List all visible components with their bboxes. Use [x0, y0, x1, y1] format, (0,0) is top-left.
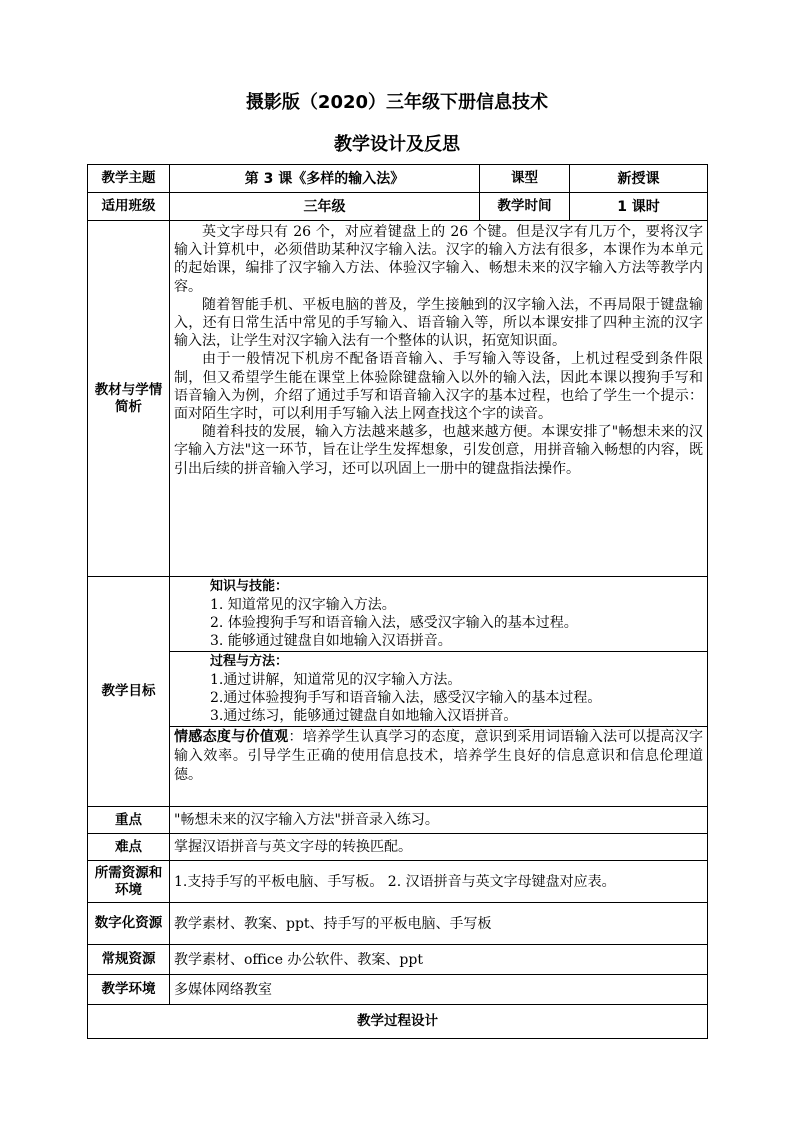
row-regular: [88, 945, 708, 975]
emotion-text: [174, 728, 703, 785]
environment-label: 教学环境: [88, 975, 170, 1005]
environment-value: 多媒体网络教室: [170, 975, 708, 1005]
emotion-block: [170, 726, 707, 786]
type-value: 新授课: [570, 165, 708, 193]
analysis-content: [170, 221, 708, 577]
document-subtitle: 教学设计及反思: [334, 134, 460, 155]
emotion-heading: 情感态度与价值观: [174, 729, 289, 745]
analysis-paragraph: 随着智能手机、平板电脑的普及，学生接触到的汉字输入法，不再局限于键盘输入，还有日常生活中常见的手写输入、语音输入等，所以本课安排了四种主流的汉字输入法，让学生对汉字输入法有一个整体的认识，拓宽知识面。: [174, 296, 703, 350]
knowledge-item: 3. 能够通过键盘自如地输入汉语拼音。: [210, 633, 452, 649]
time-value: 1 课时: [570, 193, 708, 221]
row-analysis: [88, 221, 708, 577]
analysis-paragraph: 英文字母只有 26 个，对应着键盘上的 26 个键。但是汉字有几万个，要将汉字输入计算机中，必须借助某种汉字输入法。汉字的输入方法有很多，本课作为本单元的起始课，编排了汉字输入方法、体验汉字输入、畅想未来的汉字输入方法等教学内容。: [174, 224, 703, 295]
row-objectives: [88, 577, 708, 807]
analysis-label: 教材与学情简析: [88, 221, 170, 577]
digital-label: 数字化资源: [88, 903, 170, 945]
type-label: 课型: [480, 165, 570, 193]
class-value: 三年级: [170, 193, 480, 221]
regular-label: 常规资源: [88, 945, 170, 975]
objectives-content: [170, 577, 708, 807]
row-class: [88, 193, 708, 221]
class-label: 适用班级: [88, 193, 170, 221]
time-label: 教学时间: [480, 193, 570, 221]
emotion-body: ：培养学生认真学习的态度，意识到采用词语输入法可以提高汉字输入效率。引导学生正确的使用信息技术，培养学生良好的信息意识和信息伦理道德。: [174, 729, 704, 783]
row-digital: [88, 903, 708, 945]
analysis-paragraph: 随着科技的发展，输入方法越来越多，也越来越方便。本课安排了"畅想未来的汉字输入方法"这一环节，旨在让学生发挥想象，引发创意，用拼音输入畅想的内容，既引出后续的拼音输入学习，还可以巩固上一册中的键盘指法操作。: [174, 424, 703, 477]
difficulty-value: 掌握汉语拼音与英文字母的转换匹配。: [170, 834, 708, 861]
process-item: 1.通过讲解，知道常见的汉字输入方法。: [210, 672, 462, 688]
lesson-plan-table: [87, 164, 708, 1039]
topic-label: 教学主题: [88, 165, 170, 193]
process-item: 2.通过体验搜狗手写和语音输入法，感受汉字输入的基本过程。: [210, 690, 602, 706]
row-environment: [88, 975, 708, 1005]
process-design-heading: 教学过程设计: [88, 1005, 708, 1039]
process-item: 3.通过练习，能够通过键盘自如地输入汉语拼音。: [210, 708, 518, 724]
row-process-design: [88, 1005, 708, 1039]
objectives-label: 教学目标: [88, 577, 170, 807]
row-resources: [88, 861, 708, 903]
regular-value: 教学素材、office 办公软件、教案、ppt: [170, 945, 708, 975]
resources-value: 1.支持手写的平板电脑、手写板。 2. 汉语拼音与英文字母键盘对应表。: [170, 861, 708, 903]
digital-value: 教学素材、教案、ppt、持手写的平板电脑、手写板: [170, 903, 708, 945]
key-label: 重点: [88, 807, 170, 834]
document-title: 摄影版（2020）三年级下册信息技术: [245, 92, 549, 113]
key-value: "畅想未来的汉字输入方法"拼音录入练习。: [170, 807, 708, 834]
knowledge-item: 1. 知道常见的汉字输入方法。: [210, 597, 396, 613]
row-topic: [88, 165, 708, 193]
process-block: [170, 651, 707, 726]
knowledge-heading: 知识与技能：: [210, 579, 289, 594]
difficulty-label: 难点: [88, 834, 170, 861]
knowledge-item: 2. 体验搜狗手写和语音输入法，感受汉字输入的基本过程。: [210, 615, 578, 631]
knowledge-block: [170, 577, 707, 651]
row-difficulty: [88, 834, 708, 861]
process-heading: 过程与方法：: [210, 654, 289, 669]
analysis-paragraph: 由于一般情况下机房不配备语音输入、手写输入等设备，上机过程受到条件限制，但又希望学生能在课堂上体验除键盘输入以外的输入法，因此本课以搜狗手写和语音输入为例，介绍了通过手写和语音输入汉字的基本过程，也给了学生一个提示：面对陌生字时，可以利用手写输入法上网查找这个字的读音。: [174, 351, 703, 423]
topic-value: 第 3 课《多样的输入法》: [170, 165, 480, 193]
row-key: [88, 807, 708, 834]
resources-label: 所需资源和环境: [88, 861, 170, 903]
